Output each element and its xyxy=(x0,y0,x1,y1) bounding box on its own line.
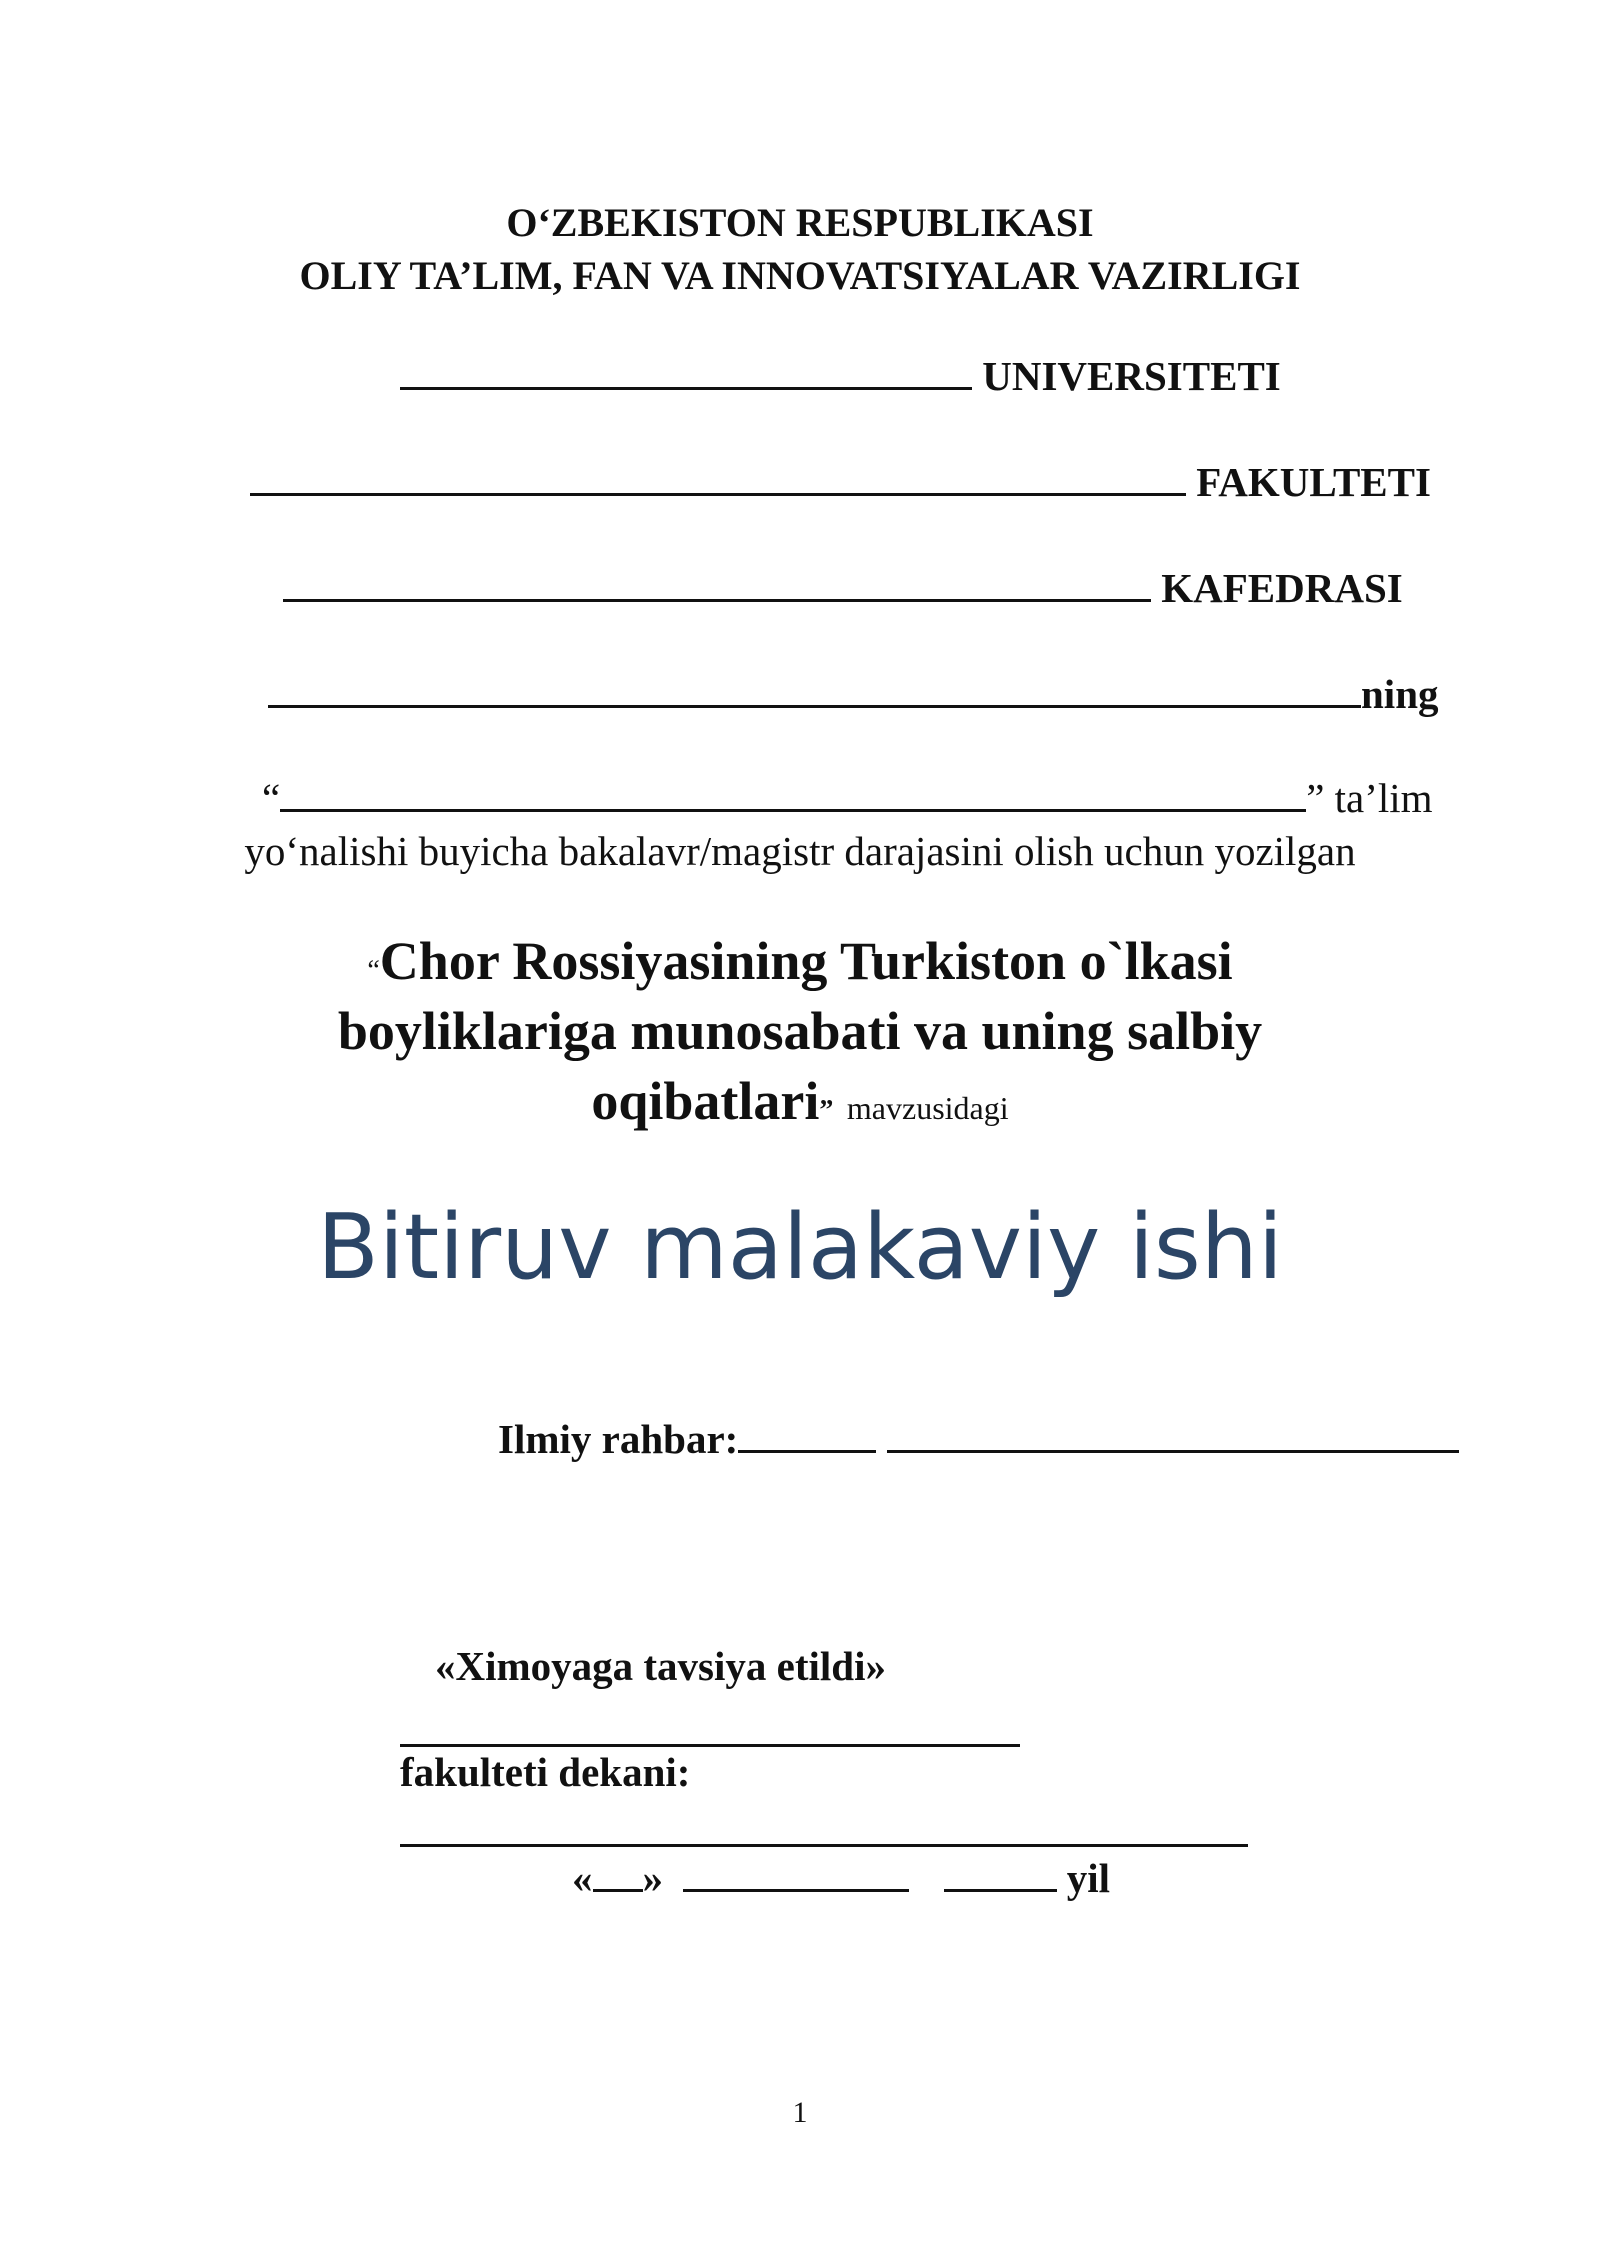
faculty-line xyxy=(250,458,1550,506)
date-month-blank[interactable] xyxy=(683,1855,909,1892)
dean-name-blank[interactable] xyxy=(400,1810,1248,1847)
recommended-label: «Ximoyaga tavsiya etildi» xyxy=(435,1643,886,1689)
student-line xyxy=(268,670,1568,718)
topic-close-quote: ” xyxy=(819,1095,834,1126)
date-year-blank[interactable] xyxy=(944,1855,1057,1892)
student-suffix: ning xyxy=(1361,671,1439,717)
page-number: 1 xyxy=(792,2096,808,2129)
university-label: UNIVERSITETI xyxy=(982,353,1281,399)
direction-open-quote: “ xyxy=(262,775,281,821)
date-open: « xyxy=(572,1855,593,1901)
ministry-heading: OLIY TA’LIM, FAN VA INNOVATSIYALAR VAZIRLIGI xyxy=(299,253,1301,298)
dean-faculty-blank[interactable] xyxy=(400,1710,1020,1747)
direction-line xyxy=(262,774,1562,822)
direction-blank[interactable] xyxy=(280,775,1306,812)
department-label: KAFEDRASI xyxy=(1161,565,1403,611)
direction-suffix: ” ta’lim xyxy=(1306,775,1433,821)
topic-line-2: boyliklariga munosabati va uning salbiy xyxy=(337,1001,1263,1061)
student-blank[interactable] xyxy=(268,671,1361,708)
topic-text-3: oqibatlari xyxy=(591,1071,820,1131)
date-day-blank[interactable] xyxy=(593,1855,643,1892)
topic-line-1 xyxy=(0,926,1600,1006)
direction-line-2: yo‘nalishi buyicha bakalavr/magistr darajasini olish uchun yozilgan xyxy=(244,828,1356,874)
document-title: Bitiruv malakaviy ishi xyxy=(317,1195,1283,1300)
topic-suffix: mavzusidagi xyxy=(846,1090,1009,1126)
supervisor-blank-2[interactable] xyxy=(887,1416,1459,1453)
supervisor-blank-1[interactable] xyxy=(738,1416,876,1453)
university-line xyxy=(400,352,1400,400)
department-line xyxy=(283,564,1583,612)
dean-name-line xyxy=(400,1810,1400,1850)
country-heading: O‘ZBEKISTON RESPUBLIKASI xyxy=(506,200,1094,245)
faculty-label: FAKULTETI xyxy=(1196,459,1431,505)
dean-label: fakulteti dekani: xyxy=(400,1749,691,1795)
supervisor-label: Ilmiy rahbar: xyxy=(498,1416,739,1462)
faculty-blank[interactable] xyxy=(250,459,1186,496)
topic-text-1: Chor Rossiyasining Turkiston o`lkasi xyxy=(379,931,1233,991)
date-close: » xyxy=(642,1855,663,1901)
topic-line-3 xyxy=(0,1066,1600,1146)
date-line xyxy=(572,1854,1572,1902)
year-suffix: yil xyxy=(1066,1855,1111,1901)
department-blank[interactable] xyxy=(283,565,1151,602)
topic-open-quote: “ xyxy=(367,955,380,986)
supervisor-line xyxy=(498,1415,1598,1463)
university-blank[interactable] xyxy=(400,353,972,390)
dean-faculty-line xyxy=(400,1710,1400,1750)
